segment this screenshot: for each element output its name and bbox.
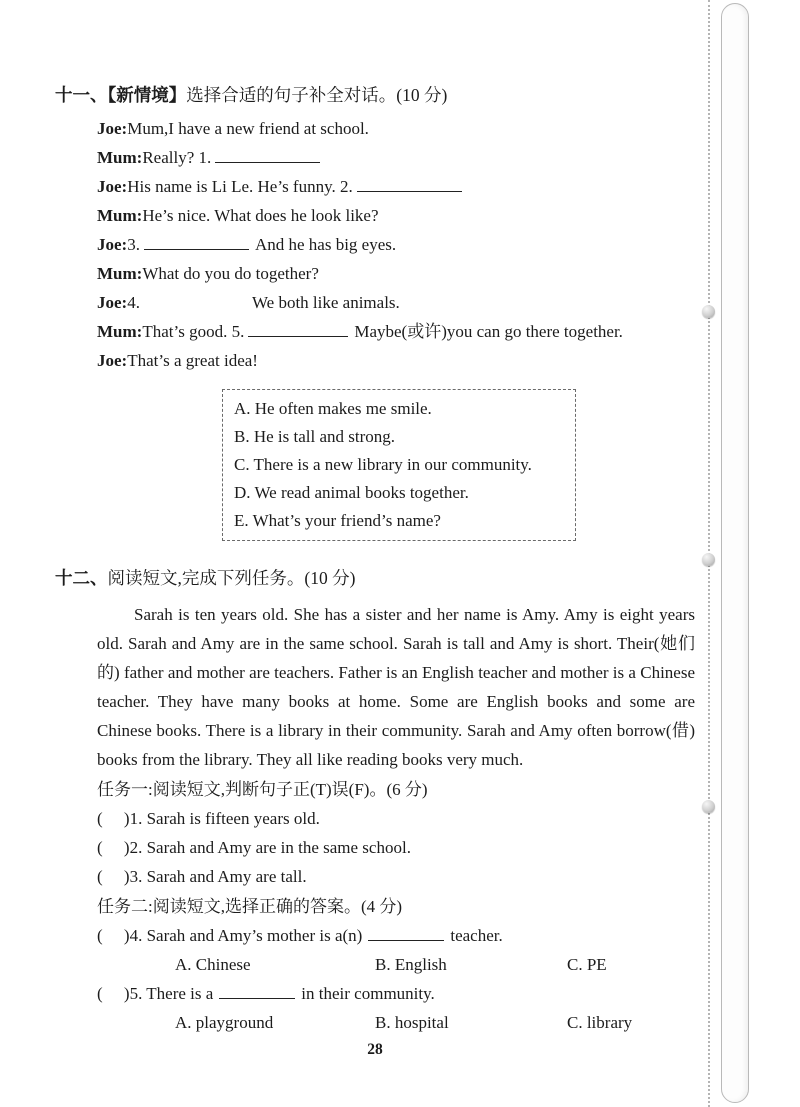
mcq-question-4 <box>97 921 695 950</box>
section-12-heading <box>55 563 695 593</box>
speaker-label: Joe: <box>97 119 128 138</box>
dialog-text: What do you do together? <box>142 264 319 283</box>
dialog-line-3 <box>97 172 695 201</box>
dialog-line-9 <box>97 346 695 375</box>
speaker-label: Mum: <box>97 322 143 341</box>
speaker-label: Mum: <box>97 206 143 225</box>
mcq-options-5 <box>175 1008 695 1037</box>
option-5c: C. library <box>567 1013 633 1032</box>
section-11-heading <box>55 80 695 110</box>
section-11-title: 选择合适的句子补全对话。(10 分) <box>186 85 448 105</box>
dialog-text: We both like animals. <box>251 293 400 312</box>
tf-item-1: ( )1. Sarah is fifteen years old. <box>97 809 320 828</box>
section-12-number: 十二、 <box>55 568 108 588</box>
question-text: in their community. <box>301 984 435 1003</box>
answer-blank-q5 <box>219 984 295 999</box>
answer-blank-3 <box>144 234 249 250</box>
option-c: C. There is a new library in our community. <box>234 455 532 474</box>
question-text: ( )5. There is a <box>97 984 214 1003</box>
question-text: teacher. <box>450 926 503 945</box>
binding-dot-icon <box>702 553 715 566</box>
dialog-line-5 <box>97 230 695 259</box>
section-12-title: 阅读短文,完成下列任务。(10 分) <box>107 568 356 588</box>
answer-blank-q4 <box>368 926 444 941</box>
option-5b: B. hospital <box>375 1013 449 1032</box>
dialog-line-4 <box>97 201 695 230</box>
mcq-options-4 <box>175 950 695 979</box>
option-e: E. What’s your friend’s name? <box>234 511 441 530</box>
dialog-text: 4. <box>127 293 140 312</box>
dialog-line-6 <box>97 259 695 288</box>
dialog-line-8 <box>97 317 695 346</box>
option-a: A. He often makes me smile. <box>234 399 432 418</box>
page-number: 28 <box>367 1041 383 1058</box>
dialog-line-7 <box>97 288 695 317</box>
dialog-line-1 <box>97 114 695 143</box>
option-b: B. He is tall and strong. <box>234 427 396 446</box>
option-d: D. We read animal books together. <box>234 483 469 502</box>
tf-item-3: ( )3. Sarah and Amy are tall. <box>97 867 307 886</box>
page-edge-strip <box>721 3 749 1103</box>
dialog-text: And he has big eyes. <box>254 235 397 254</box>
speaker-label: Joe: <box>97 235 128 254</box>
mcq-question-5 <box>97 979 695 1008</box>
speaker-label: Mum: <box>97 148 143 167</box>
dialog-text: That’s good. 5. <box>142 322 245 341</box>
dialog-text: Maybe(或许)you can go there together. <box>354 322 623 341</box>
section-11-number: 十一、 <box>55 85 108 105</box>
reading-passage: Sarah is ten years old. She has a sister and her name is Amy. Amy is eight years old. Sarah and Amy are in the same school. Sarah is tall and Amy is short. Their(她们的) father and mother are teachers. Father is an English teacher and mother is a Chinese teacher. They have many books at home. Some are English books and some are Chinese books. There is a library in their community. Sarah and Amy often borrow(借) books from the library. They all like reading books very much. <box>97 605 695 769</box>
sentence-options-box <box>222 389 576 541</box>
speaker-label: Joe: <box>97 351 128 370</box>
binding-dot-icon <box>702 305 715 318</box>
option-4a: A. Chinese <box>175 955 251 974</box>
option-5a: A. playground <box>175 1013 274 1032</box>
dialog-block <box>97 114 695 375</box>
page-content <box>55 80 695 1037</box>
dialog-text: His name is Li Le. He’s funny. 2. <box>127 177 353 196</box>
dialog-text: Really? 1. <box>142 148 212 167</box>
dialog-text: He’s nice. What does he look like? <box>142 206 379 225</box>
section-11-tag: 【新情境】 <box>107 85 187 105</box>
tf-item-2: ( )2. Sarah and Amy are in the same school. <box>97 838 411 857</box>
answer-blank-2 <box>357 176 462 192</box>
speaker-label: Joe: <box>97 293 128 312</box>
option-4b: B. English <box>375 955 447 974</box>
dialog-text: 3. <box>127 235 140 254</box>
dialog-text: That’s a great idea! <box>127 351 258 370</box>
option-4c: C. PE <box>567 955 607 974</box>
speaker-label: Mum: <box>97 264 143 283</box>
dialog-text: Mum,I have a new friend at school. <box>127 119 369 138</box>
task-1-heading: 任务一:阅读短文,判断句子正(T)误(F)。(6 分) <box>97 780 428 799</box>
answer-blank-5 <box>248 321 348 337</box>
speaker-label: Joe: <box>97 177 128 196</box>
task-2-heading: 任务二:阅读短文,选择正确的答案。(4 分) <box>97 897 403 916</box>
binding-dot-icon <box>702 800 715 813</box>
question-text: ( )4. Sarah and Amy’s mother is a(n) <box>97 926 363 945</box>
answer-blank-1 <box>215 147 320 163</box>
dialog-line-2 <box>97 143 695 172</box>
